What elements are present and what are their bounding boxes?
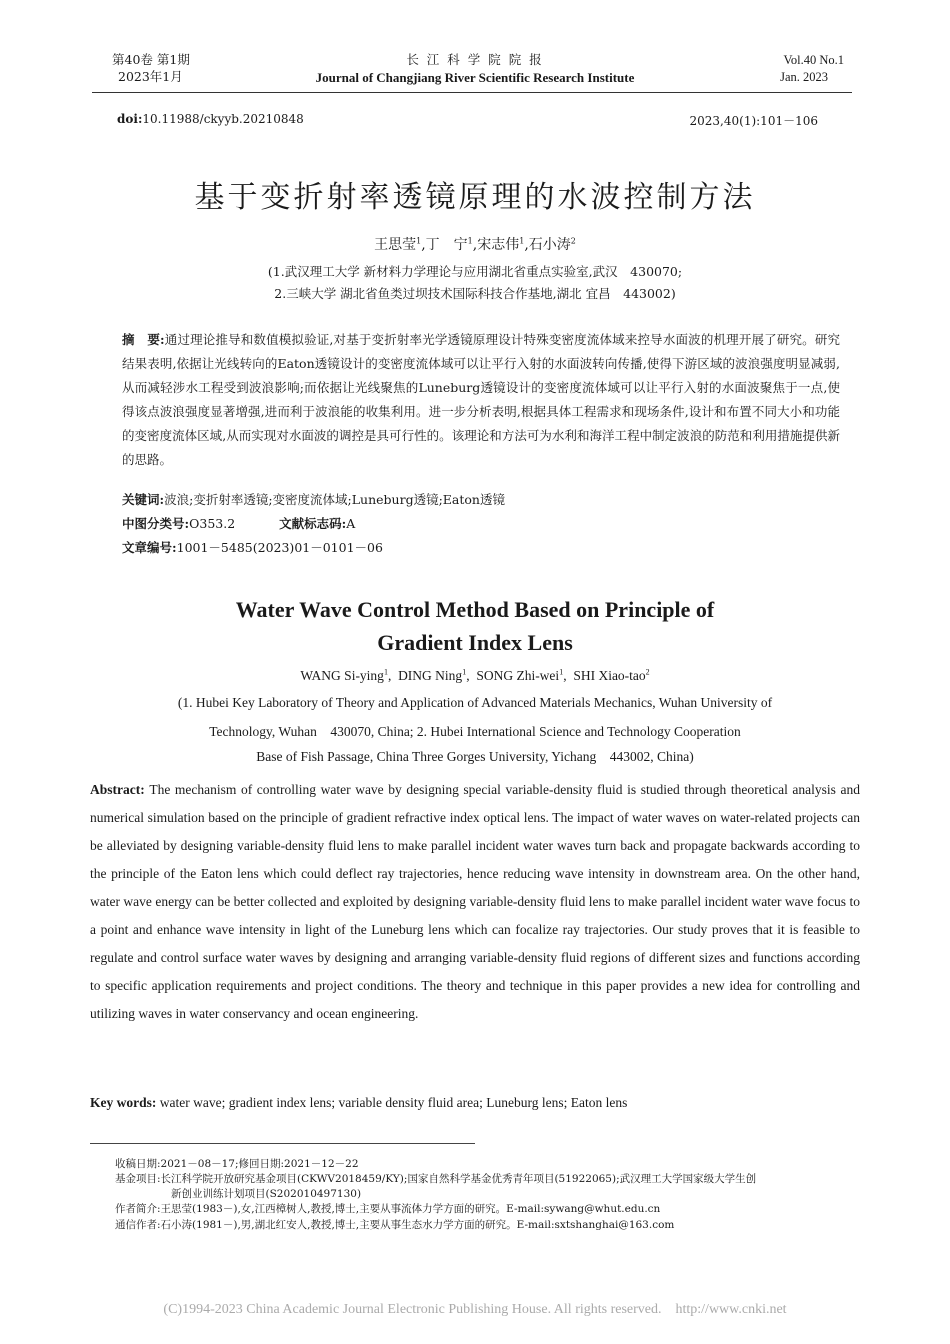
affil-mark: 1 [467,236,473,246]
abstract-cn-text: 通过理论推导和数值模拟验证,对基于变折射率光学透镜原理设计特殊变密度流体域来控导水面波的机理开展了研究。研究结果表明,依据让光线转向的Eaton透镜设计的变密度流体域可以让平行入射的水面波转向传播,使得下游区域的波浪强度明显减弱,从而减轻涉水工程受到波浪影响;而依据让光线聚焦的Luneburg透镜设计的变密度流体域可以让平行入射的水面波聚焦于一点,使得该点波浪强度显著增强,进而利于波浪能的收集利用。进一步分析表明,根据具体工程需求和现场条件,设计和布置不同大小和功能的变密度流体区域,从而实现对水面波的调控是具可行性的。该理论和方法可为水利和海洋工程中制定波浪的防范和利用措施提供新的思路。 [122,332,840,467]
abstract-en [90,776,860,1028]
affil-mark: 1 [519,236,525,246]
keywords-cn-text: 波浪;变折射率透镜;变密度流体域;Luneburg透镜;Eaton透镜 [164,492,505,507]
article-no-label: 文章编号: [122,540,177,555]
affil-mark: 1 [383,667,388,677]
article-no-value: 1001－5485(2023)01－0101－06 [176,540,383,555]
affiliation-en-2: Technology, Wuhan 430070, China; 2. Hubei International Science and Technology Cooperation [209,724,741,739]
author-cn: 王思莹 [374,237,417,253]
keywords-en [90,1095,860,1111]
footnote-author-bio: 作者简介:王思莹(1983－),女,江西樟树人,教授,博士,主要从事流体力学方面的研究。E-mail:sywang@whut.edu.cn [115,1203,661,1215]
author-cn: 宋志伟 [477,237,520,253]
affil-mark: 1 [559,667,564,677]
abstract-cn [122,328,840,472]
classification-line [122,512,840,536]
footnote-rule [90,1143,475,1144]
doi-label: doi: [117,112,143,126]
author-list-en: WANG Si-ying$^1$, DING Ning$^1$, SONG Zhi-wei$^1$, SHI Xiao-tao$^2$ [300,667,650,683]
header-date-en: Jan. 2023 [780,70,828,84]
abstract-cn-label: 摘 要: [122,332,165,347]
affil-mark: 2 [570,236,576,246]
footnote-fund-2: 新创业训练计划项目(S202010497130) [171,1188,362,1200]
citation: 2023,40(1):101－106 [689,114,818,128]
keywords-cn [122,488,840,512]
keywords-cn-label: 关键词: [122,492,165,507]
footnote-received: 收稿日期:2021－08－17;修回日期:2021－12－22 [115,1158,359,1170]
paper-title-en-line2: Gradient Index Lens [377,630,573,655]
header-volume: 第40卷 第1期 [112,52,190,67]
paper-title-cn: 基于变折射率透镜原理的水波控制方法 [194,180,756,215]
doi-value[interactable]: 10.11988/ckyyb.20210848 [142,112,304,126]
keywords-en-label: Key words: [90,1095,157,1110]
affiliation-cn-2: 2.三峡大学 湖北省鱼类过坝技术国际科技合作基地,湖北 宜昌 443002) [274,286,676,301]
article-number-line [122,536,840,560]
header-date: 2023年1月 [118,69,183,84]
doc-code-value: A [346,516,356,531]
header-journal-cn: 长 江 科 学 院 院 报 [406,52,544,67]
author-en: DING Ning [398,668,463,683]
footnote-corresponding: 通信作者:石小涛(1981－),男,湖北红安人,教授,博士,主要从事生态水力学方面的研究。E-mail:sxtshanghai@163.com [115,1219,675,1231]
copyright-watermark: (C)1994-2023 China Academic Journal Electronic Publishing House. All rights reserved. http://www.cnki.net [163,1302,787,1317]
affil-mark: 1 [462,667,467,677]
doi [117,112,304,126]
affiliation-cn-1: (1.武汉理工大学 新材料力学理论与应用湖北省重点实验室,武汉 430070; [267,264,683,279]
abstract-en-text: The mechanism of controlling water wave by designing special variable-density fluid is studied through theoretical analysis and numerical simulation based on the principle of gradient refractive index optical lens. The impact of water waves on water-related projects can be alleviated by designing variable-density fluid lens to make parallel incident water waves turn back and propagate backwards according to the principle of the Eaton lens which could deflect ray trajectories, hence reducing wave intensity in downstream area. On the other hand, water wave energy can be better collected and exploited by designing variable-density fluid lens to make parallel incident water wave focus to a point and enhance wave intensity in light of the Luneburg lens which can focalize ray trajectories. Our study proves that it is feasible to regulate and control surface water waves by designing and arranging variable-density fluid regions of different sizes and functions according to specific application requirements and project conditions. The theory and technique in this paper provides a new idea for controlling and utilizing waves in water conservancy and ocean engineering. [90,782,861,1021]
doc-code-label: 文献标志码: [279,516,347,531]
author-en: SHI Xiao-tao [573,668,646,683]
affiliation-en-1: (1. Hubei Key Laboratory of Theory and Application of Advanced Materials Mechanics, Wuhan University of [177,695,773,710]
affiliation-en-3: Base of Fish Passage, China Three Gorges University, Yichang 443002, China) [256,749,694,764]
header-volume-en: Vol.40 No.1 [783,53,844,67]
header-journal-en: Journal of Changjiang River Scientific Research Institute [315,70,635,85]
author-cn: 丁 宁 [425,237,468,253]
abstract-en-label: Abstract: [90,782,145,797]
clc-label: 中图分类号: [122,516,190,531]
header-rule [92,92,852,93]
affil-mark: 1 [416,236,422,246]
keywords-en-text: water wave; gradient index lens; variable density fluid area; Luneburg lens; Eaton lens [159,1095,628,1110]
author-en: SONG Zhi-wei [476,668,560,683]
clc-value: O353.2 [189,516,236,531]
author-en: WANG Si-ying [300,668,384,683]
paper-title-en-line1: Water Wave Control Method Based on Principle of [235,597,715,622]
affil-mark: 2 [645,667,650,677]
author-list-cn: 王思莹$^1$,丁 宁$^1$,宋志伟$^1$,石小涛$^2$ [374,236,576,253]
footnote-fund-1: 基金项目:长江科学院开放研究基金项目(CKWV2018459/KY);国家自然科学基金优秀青年项目(51922065);武汉理工大学国家级大学生创 [115,1173,757,1185]
author-cn: 石小涛 [528,237,571,253]
